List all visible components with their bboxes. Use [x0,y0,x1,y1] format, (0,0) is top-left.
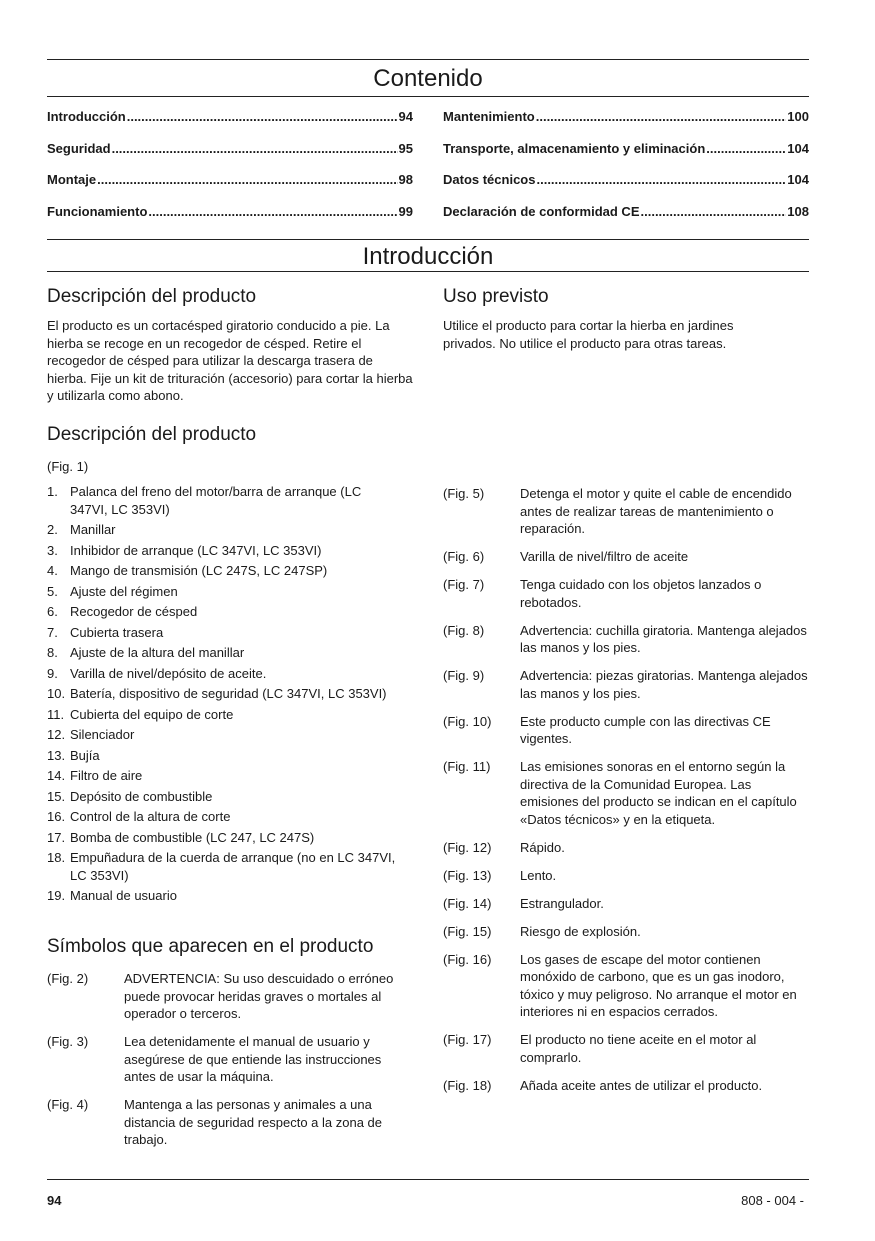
intended-use-heading: Uso previsto [443,286,549,307]
symbol-row: (Fig. 6) Varilla de nivel/filtro de aceite [443,549,689,564]
symbol-row: (Fig. 11) Las emisiones sonoras en el entorno según la directiva de la Comunidad Europea. Las emisiones del producto se indican en el capítulo «Datos técnicos» y en la etiqueta. [443,759,797,827]
symbol-row: (Fig. 5) Detenga el motor y quite el cable de encendido antes de realizar tareas de mantenimiento o reparación. [443,486,792,536]
intro-top-rule [47,239,809,240]
symbol-row: (Fig. 3) Lea detenidamente el manual de usuario y asegúrese de que entiende las instrucciones antes de usar la máquina. [47,1034,382,1084]
contents-bottom-rule [47,96,809,97]
contents-title: Contenido [373,65,483,92]
symbols-list-right [443,485,809,1105]
toc-entry[interactable]: Introducción ..... 94 [47,109,413,125]
contents-top-rule [47,59,809,60]
symbol-row: (Fig. 4) Mantenga a las personas y animales a una distancia de seguridad respecto a la zona de trabajo. [47,1097,383,1147]
list-item: 1. Palanca del freno del motor/barra de arranque (LC 347VI, LC 353VI) [47,484,362,517]
intro-bottom-rule [47,271,809,272]
toc-entry[interactable]: Mantenimiento ..... 100 [443,109,809,125]
product-overview-fig: (Fig. 1) [47,459,89,474]
list-item: 14. Filtro de aire [47,768,143,783]
list-item: 12. Silenciador [47,727,135,742]
list-item: 3. Inhibidor de arranque (LC 347VI, LC 353VI) [47,542,322,558]
symbol-row: (Fig. 7) Tenga cuidado con los objetos lanzados o rebotados. [443,577,762,610]
symbol-row: (Fig. 8) Advertencia: cuchilla giratoria. Mantenga alejados las manos y los pies. [443,622,807,655]
list-item: 5. Ajuste del régimen [47,583,178,599]
product-description-text: El producto es un cortacésped giratorio conducido a pie. La hierba se recoge en un recogedor de césped. Retire el recogedor de césped para utilizar la descarga trasera de hierba. Fije un kit de trituración (accesorio) para cortar la hierba y utilizarla como abono. [47,318,413,403]
product-overview-heading: Descripción del producto [47,424,257,445]
toc-left [47,109,413,235]
toc-entry[interactable]: Transporte, almacenamiento y eliminación ..... 104 [443,141,809,157]
product-overview-list [47,483,397,908]
list-item: 6. Recogedor de césped [47,604,198,619]
page-number: 94 [47,1193,62,1208]
list-item: 13. Bujía [47,747,100,763]
list-item: 11. Cubierta del equipo de corte [47,706,234,722]
symbol-row: (Fig. 13) Lento. [443,867,557,883]
toc-right [443,109,809,235]
list-item: 8. Ajuste de la altura del manillar [47,645,245,660]
toc-entry[interactable]: Montaje ..... 98 [47,172,413,188]
toc-entry[interactable]: Datos técnicos ..... 104 [443,172,809,188]
symbols-list-left [47,970,415,1159]
product-description-heading: Descripción del producto [47,286,257,307]
symbol-row: (Fig. 16) Los gases de escape del motor contienen monóxido de carbono, que es un gas inodoro, tóxico y muy peligroso. No arranque el motor en interiores ni en espacios cerrados. [443,951,797,1019]
symbol-row: (Fig. 14) Estrangulador. [443,895,604,911]
symbols-heading: Símbolos que aparecen en el producto [47,936,374,957]
list-item: 16. Control de la altura de corte [47,809,231,824]
list-item: 2. Manillar [47,522,116,537]
intended-use-text: Utilice el producto para cortar la hierba en jardines privados. No utilice el producto para otras tareas. [443,318,734,351]
list-item: 9. Varilla de nivel/depósito de aceite. [47,665,267,681]
list-item: 15. Depósito de combustible [47,788,213,804]
toc-entry[interactable]: Seguridad ..... 95 [47,141,413,157]
list-item: 19. Manual de usuario [47,888,177,903]
symbol-row: (Fig. 10) Este producto cumple con las directivas CE vigentes. [443,713,771,746]
list-item: 4. Mango de transmisión (LC 247S, LC 247SP) [47,563,328,578]
symbol-row: (Fig. 15) Riesgo de explosión. [443,923,641,939]
symbol-row: (Fig. 12) Rápido. [443,839,565,855]
document-code: 808 - 004 - [741,1193,804,1208]
list-item: 7. Cubierta trasera [47,624,164,640]
toc-entry[interactable]: Declaración de conformidad CE ..... 108 [443,204,809,220]
symbol-row: (Fig. 9) Advertencia: piezas giratorias. Mantenga alejados las manos y los pies. [443,668,808,701]
list-item: 17. Bomba de combustible (LC 247, LC 247S) [47,829,315,845]
toc-entry[interactable]: Funcionamiento ..... 99 [47,204,413,220]
list-item: 10. Batería, dispositivo de seguridad (LC 347VI, LC 353VI) [47,686,387,701]
symbol-row: (Fig. 2) ADVERTENCIA: Su uso descuidado o erróneo puede provocar heridas graves o mortales al operador o terceros. [47,971,394,1021]
symbol-row: (Fig. 18) Añada aceite antes de utilizar el producto. [443,1077,763,1093]
list-item: 18. Empuñadura de la cuerda de arranque (no en LC 347VI, LC 353VI) [47,850,396,883]
intro-title: Introducción [362,243,494,270]
symbol-row: (Fig. 17) El producto no tiene aceite en el motor al comprarlo. [443,1032,757,1065]
footer-rule [47,1179,809,1180]
